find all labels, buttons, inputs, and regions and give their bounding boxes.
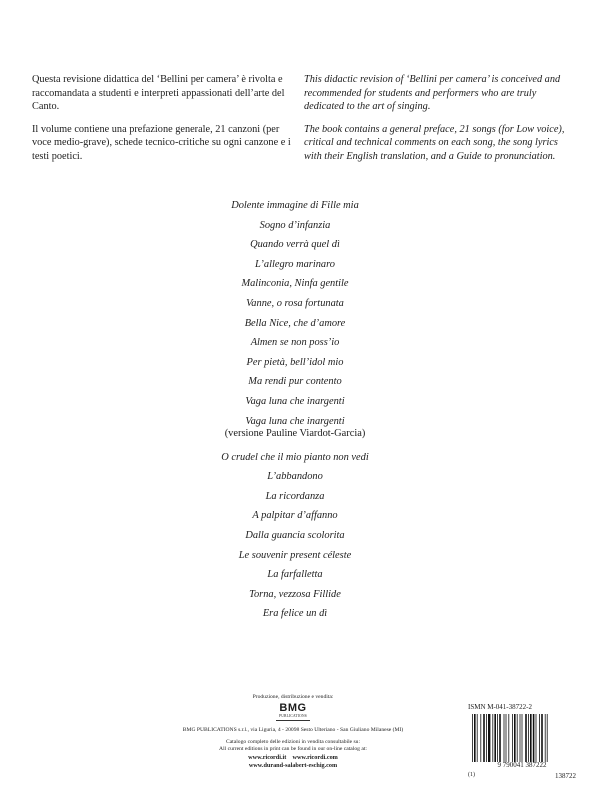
song-title: Sogno d’infanzia (259, 219, 331, 231)
publisher-logo (276, 703, 310, 721)
barcode-bar (480, 714, 481, 762)
barcode-bar (536, 714, 537, 762)
song-version-note: (versione Pauline Viardot-Garcia) (224, 427, 366, 439)
song-title: Almen se non poss’io (250, 337, 340, 349)
barcode-bar (545, 714, 546, 762)
catalog-number: 138722 (555, 772, 576, 780)
song-title: La ricordanza (265, 490, 325, 502)
song-list (160, 196, 430, 624)
barcode-bar (508, 714, 509, 762)
song-title: Per pietà, bell’idol mio (246, 356, 344, 368)
distribution-label: Produzione, distribuzione e vendita: (252, 694, 334, 700)
barcode-bar (486, 714, 487, 762)
barcode-bar (530, 714, 532, 762)
edition-mark: (1) (468, 772, 475, 778)
intro-italian-paragraph: Il volume contiene una prefazione generale, 21 canzoni (per voce medio-grave), schede tecnico-critiche su ogni canzone e i testi poetici. (32, 123, 291, 162)
barcode-bar (541, 714, 543, 762)
song-title: Era felice un dì (262, 608, 328, 620)
barcode-bar (528, 714, 529, 762)
barcode-bar (488, 714, 490, 762)
barcode-bar (522, 714, 523, 762)
barcode-bar (517, 714, 518, 762)
barcode-bar (547, 714, 548, 762)
publisher-address: BMG PUBLICATIONS s.r.l., via Liguria, 4 - 20098 Sesto Ulteriano - San Giuliano Milanese (MI) (182, 727, 404, 734)
barcode-bar (472, 714, 473, 762)
barcode-bar (525, 714, 527, 762)
publisher-footer (140, 694, 446, 770)
song-title: Quando verrà quel dì (250, 239, 340, 251)
logo-subtitle: PUBLICATIONS (279, 714, 307, 719)
song-title: L’abbandono (267, 471, 323, 483)
barcode-bar (477, 714, 478, 762)
intro-italian (32, 73, 300, 173)
song-title: Vanne, o rosa fortunata (246, 297, 344, 309)
barcode-bar (514, 714, 516, 762)
barcode-bar (494, 714, 496, 762)
barcode-bar (520, 714, 521, 762)
song-title: Torna, vezzosa Fillide (249, 588, 341, 600)
website-links: www.ricordi.it www.ricordi.com (248, 753, 338, 761)
barcode-bars (472, 714, 568, 762)
ismn-label: ISMN M-041-38722-2 (468, 703, 532, 711)
song-title: Vaga luna che inargenti (245, 415, 345, 427)
catalog-note-english: All current editions in print can be found in our on-line catalog at: (219, 746, 367, 753)
barcode-bar (474, 714, 476, 762)
barcode-bar (512, 714, 513, 762)
song-title: Dalla guancia scolorita (245, 529, 345, 541)
intro-english (304, 73, 570, 173)
song-title: A palpitar d’affanno (252, 510, 338, 522)
logo-wordmark: BMG (279, 702, 307, 715)
barcode-number: 9 790041 387222 (497, 761, 547, 769)
barcode-bar (492, 714, 493, 762)
intro-italian-paragraph: Questa revisione didattica del ‘Bellini per camera’ è rivolta e raccomandata a studenti e interpreti appassionati dell’arte del Canto. (32, 74, 285, 113)
song-title: La farfalletta (267, 569, 323, 581)
catalog-note-italian: Catalogo completo delle edizioni in vendita consultabile su: (225, 738, 361, 745)
intro-english-paragraph: The book contains a general preface, 21 songs (for Low voice), critical and technical comments on each song, the song lyrics with their English translation, and a Guide to pronunciation. (304, 123, 565, 162)
intro-english-paragraph: This didactic revision of ‘Bellini per camera’ is conceived and recommended for students and performers who are truly dedicated to the art of singing. (304, 74, 561, 113)
barcode-bar (539, 714, 540, 762)
barcode-bar (506, 714, 507, 762)
song-title: O crudel che il mio pianto non vedi (221, 451, 369, 463)
song-title: Dolente immagine di Fille mia (231, 200, 359, 211)
barcode-block (468, 703, 576, 780)
song-title: Malinconia, Ninfa gentile (241, 278, 349, 290)
barcode-bar (499, 714, 501, 762)
song-title: Bella Nice, che d’amore (244, 317, 346, 329)
barcode-bar (533, 714, 535, 762)
song-title: Ma rendi pur contento (248, 376, 342, 388)
song-title: Vaga luna che inargenti (245, 395, 345, 407)
song-title: Le souvenir present céleste (238, 549, 352, 561)
barcode-bar (497, 714, 498, 762)
barcode-bar (483, 714, 485, 762)
song-title: L’allegro marinaro (255, 258, 335, 270)
website-link: www.durand-salabert-eschig.com (248, 761, 338, 769)
barcode-bar (504, 714, 505, 762)
